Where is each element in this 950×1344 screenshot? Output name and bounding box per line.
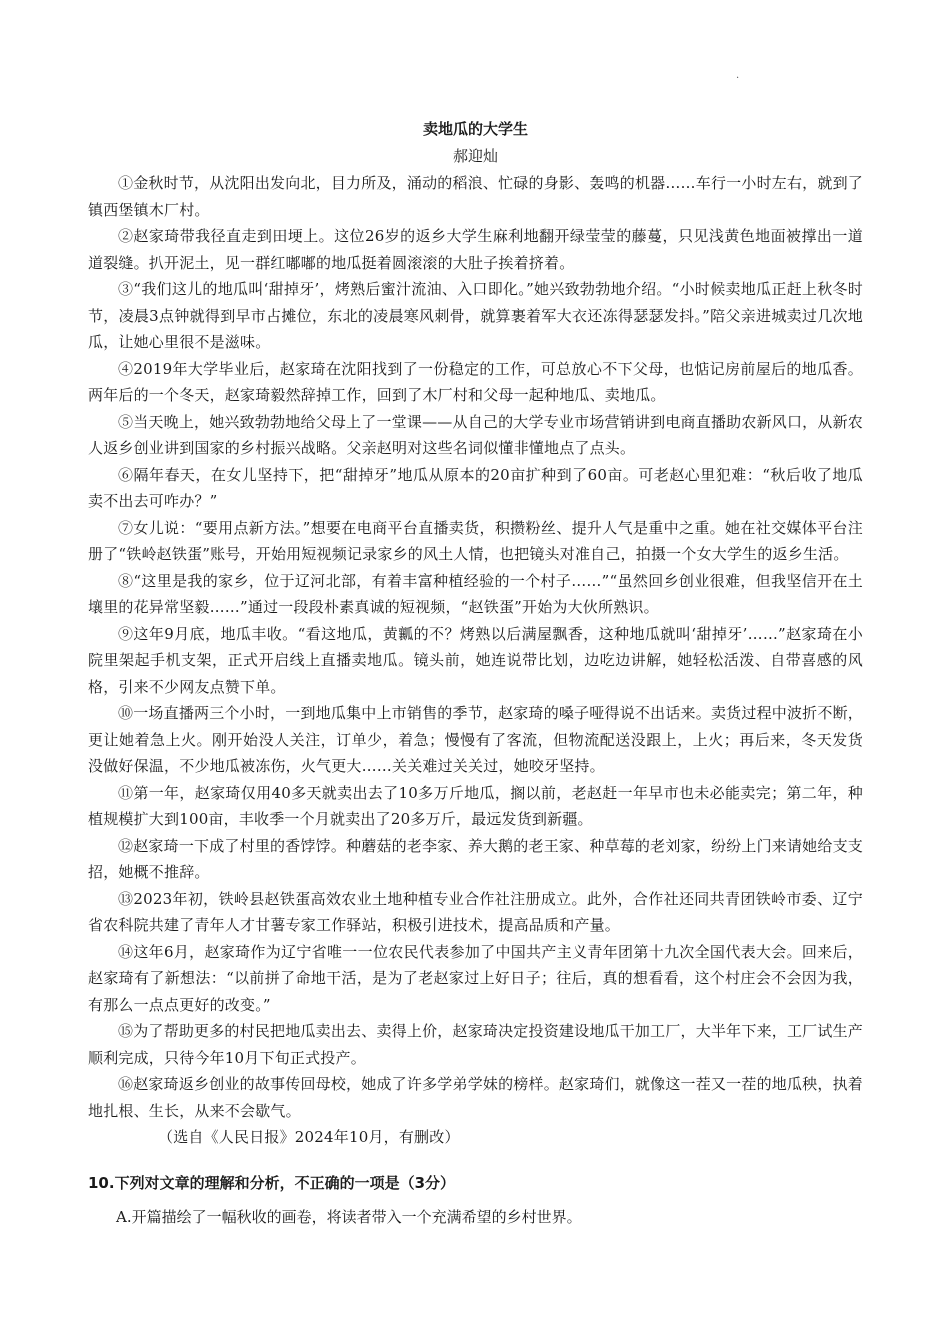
question-stem: 10.下列对文章的理解和分析，不正确的一项是（3分）: [88, 1174, 456, 1192]
paragraph-13: ⑬2023年初，铁岭县赵铁蛋高效农业土地种植专业合作社注册成立。此外，合作社还同共青团铁岭市委、辽宁省农科院共建了青年人才甘薯专家工作驿站，积极引进技术，提高品质和产量。: [88, 889, 863, 934]
header-mark: .: [736, 70, 740, 81]
article-source: （选自《人民日报》2024年10月，有删改）: [158, 1128, 460, 1146]
paragraph-1: ①金秋时节，从沈阳出发向北，目力所及，涌动的稻浪、忙碌的身影、轰鸣的机器……车行一小时左右，就到了镇西堡镇木厂村。: [88, 174, 863, 219]
paragraph-14: ⑭这年6月，赵家琦作为辽宁省唯一一位农民代表参加了中国共产主义青年团第十九次全国代表大会。回来后，赵家琦有了新想法：“以前拼了命地干活，是为了老赵家过上好日子；往后，真的想看看，这个村庄会不会因为我，有那么一点点更好的改变。”: [88, 942, 863, 1014]
paragraph-10: ⑩一场直播两三个小时，一到地瓜集中上市销售的季节，赵家琦的嗓子哑得说不出话来。卖货过程中波折不断，更让她着急上火。刚开始没人关注，订单少，着急；慢慢有了客流，但物流配送没跟上，上火；再后来，冬天发货没做好保温，不少地瓜被冻伤，火气更大……关关难过关关过，她咬牙坚持。: [88, 704, 863, 775]
article-title: 卖地瓜的大学生: [422, 120, 528, 138]
paragraph-16: ⑯赵家琦返乡创业的故事传回母校，她成了许多学弟学妹的榜样。赵家琦们，就像这一茬又一茬的地瓜秧，执着地扎根、生长，从来不会歇气。: [88, 1075, 863, 1120]
paragraph-2: ②赵家琦带我径直走到田埂上。这位26岁的返乡大学生麻利地翻开绿莹莹的藤蔓，只见浅黄色地面被撑出一道道裂缝。扒开泥土，见一群红嘟嘟的地瓜挺着圆滚滚的大肚子挨着挤着。: [88, 227, 863, 272]
paragraph-12: ⑫赵家琦一下成了村里的香饽饽。种蘑菇的老李家、养大鹅的老王家、种草莓的老刘家，纷纷上门来请她给支支招，她概不推辞。: [88, 836, 863, 881]
paragraph-11: ⑪第一年，赵家琦仅用40多天就卖出去了10多万斤地瓜，搁以前，老赵赶一年早市也未必能卖完；第二年，种植规模扩大到100亩，丰收季一个月就卖出了20多万斤，最远发货到新疆。: [88, 783, 863, 828]
paragraph-3: ③“我们这儿的地瓜叫‘甜掉牙’，烤熟后蜜汁流油、入口即化。”她兴致勃勃地介绍。“小时候卖地瓜正赶上秋冬时节，凌晨3点钟就得到早市占摊位，东北的凌晨寒风刺骨，就算裹着军大衣还冻得瑟瑟发抖。”陪父亲进城卖过几次地瓜，让她心里很不是滋味。: [88, 280, 863, 351]
article-body: [88, 170, 863, 1151]
paragraph-6: ⑥隔年春天，在女儿坚持下，把“甜掉牙”地瓜从原本的20亩扩种到了60亩。可老赵心里犯难：“秋后收了地瓜卖不出去可咋办？”: [88, 465, 863, 510]
article-author: 郝迎灿: [452, 147, 498, 165]
question-option-a: A.开篇描绘了一幅秋收的画卷，将读者带入一个充满希望的乡村世界。: [116, 1208, 582, 1226]
paragraph-5: ⑤当天晚上，她兴致勃勃地给父母上了一堂课——从自己的大学专业市场营销讲到电商直播助农新风口，从新农人返乡创业讲到国家的乡村振兴战略。父亲赵明对这些名词似懂非懂地点了点头。: [88, 412, 863, 457]
paragraph-4: ④2019年大学毕业后，赵家琦在沈阳找到了一份稳定的工作，可总放心不下父母，也惦记房前屋后的地瓜香。两年后的一个冬天，赵家琦毅然辞掉工作，回到了木厂村和父母一起种地瓜、卖地瓜。: [88, 359, 863, 404]
paragraph-15: ⑮为了帮助更多的村民把地瓜卖出去、卖得上价，赵家琦决定投资建设地瓜干加工厂，大半年下来，工厂试生产顺利完成，只待今年10月下旬正式投产。: [88, 1022, 863, 1067]
paragraph-8: ⑧“这里是我的家乡，位于辽河北部，有着丰富种植经验的一个村子……”“虽然回乡创业很难，但我坚信开在土壤里的花异常坚毅……”通过一段段朴素真诚的短视频，“赵铁蛋”开始为大伙所熟识。: [88, 571, 863, 616]
paragraph-7: ⑦女儿说：“要用点新方法。”想要在电商平台直播卖货，积攒粉丝、提升人气是重中之重。她在社交媒体平台注册了“铁岭赵铁蛋”账号，开始用短视频记录家乡的风土人情，也把镜头对准自己，拍摄一个女大学生的返乡生活。: [88, 518, 863, 563]
paragraph-9: ⑨这年9月底，地瓜丰收。“看这地瓜，黄瓤的不？烤熟以后满屋飘香，这种地瓜就叫‘甜掉牙’……”赵家琦在小院里架起手机支架，正式开启线上直播卖地瓜。镜头前，她连说带比划，边吃边讲解，她轻松活泼、自带喜感的风格，引来不少网友点赞下单。: [88, 624, 863, 696]
